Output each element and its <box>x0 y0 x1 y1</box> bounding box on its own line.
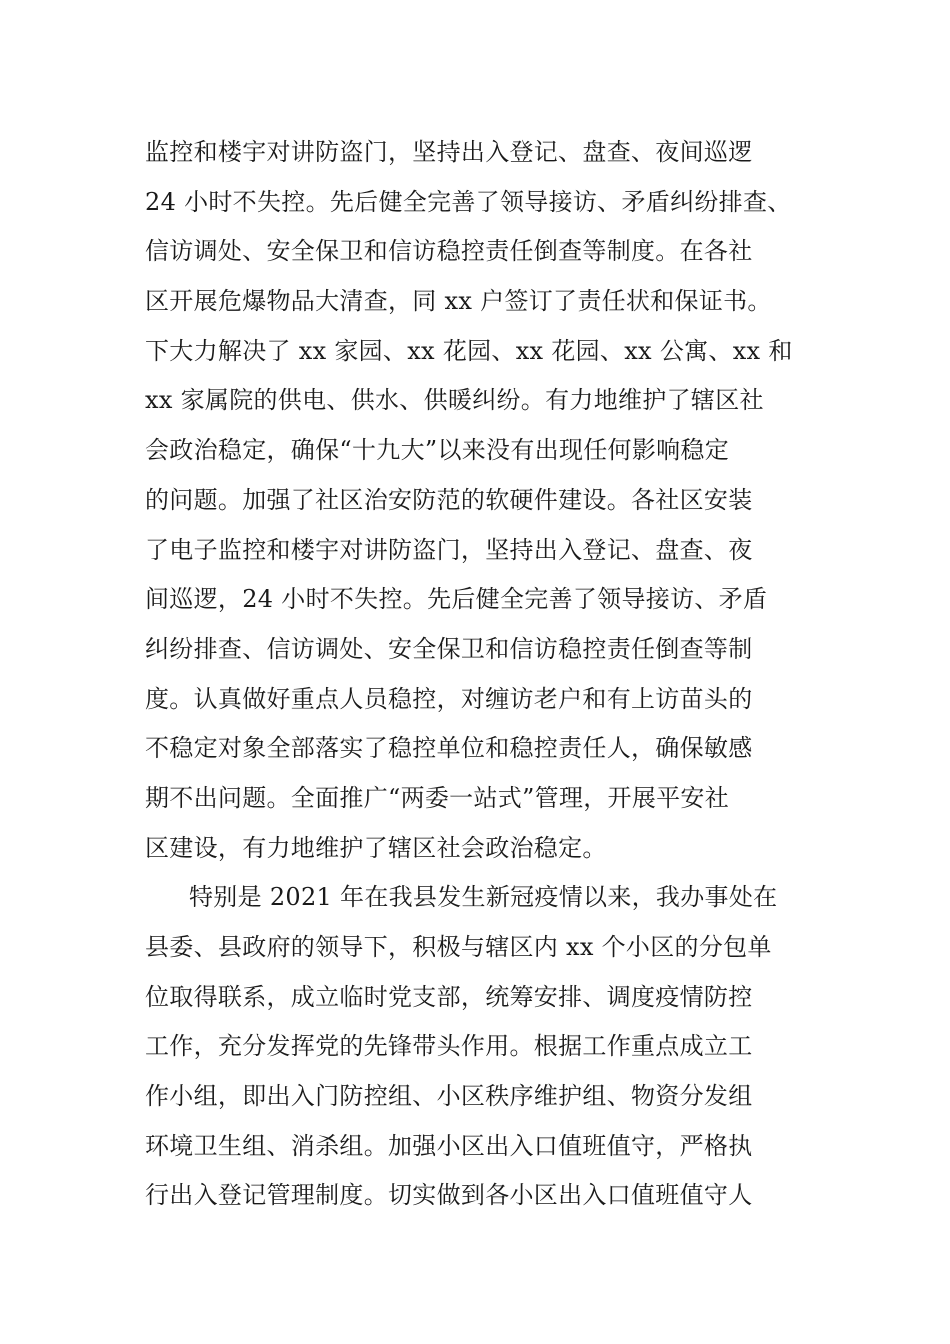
text-line: 了电子监控和楼宇对讲防盗门，坚持出入登记、盘查、夜 <box>145 535 753 564</box>
text-line: 间巡逻，24 小时不失控。先后健全完善了领导接访、矛盾 <box>145 585 768 614</box>
text-line: xx 家属院的供电、供水、供暖纠纷。有力地维护了辖区社 <box>145 386 764 415</box>
text-line: 24 小时不失控。先后健全完善了领导接访、矛盾纠纷排查、 <box>145 187 792 216</box>
text-line: 作小组，即出入门防控组、小区秩序维护组、物资分发组 <box>145 1082 753 1111</box>
text-line: 区开展危爆物品大清查，同 xx 户签订了责任状和保证书。 <box>145 287 772 316</box>
text-line: 度。认真做好重点人员稳控，对缠访老户和有上访苗头的 <box>145 684 753 713</box>
text-line: 会政治稳定，确保“十九大”以来没有出现任何影响稳定 <box>145 436 730 465</box>
text-line: 位取得联系，成立临时党支部，统筹安排、调度疫情防控 <box>145 982 753 1011</box>
text-line: 特别是 2021 年在我县发生新冠疫情以来，我办事处在 <box>189 883 778 912</box>
text-line: 的问题。加强了社区治安防范的软硬件建设。各社区安装 <box>145 485 753 514</box>
text-line: 不稳定对象全部落实了稳控单位和稳控责任人，确保敏感 <box>145 734 753 763</box>
text-line: 环境卫生组、消杀组。加强小区出入口值班值守，严格执 <box>145 1131 753 1160</box>
text-line: 信访调处、安全保卫和信访稳控责任倒查等制度。在各社 <box>145 237 753 266</box>
text-line: 区建设，有力地维护了辖区社会政治稳定。 <box>145 833 607 862</box>
text-line: 县委、县政府的领导下，积极与辖区内 xx 个小区的分包单 <box>145 933 772 961</box>
text-line: 监控和楼宇对讲防盗门，坚持出入登记、盘查、夜间巡逻 <box>145 138 753 166</box>
text-line: 工作，充分发挥党的先锋带头作用。根据工作重点成立工 <box>145 1032 753 1061</box>
body-text <box>145 128 825 1221</box>
text-line: 下大力解决了 xx 家园、xx 花园、xx 花园、xx 公寓、xx 和 <box>145 336 793 365</box>
text-line: 行出入登记管理制度。切实做到各小区出入口值班值守人 <box>145 1181 753 1210</box>
text-line: 期不出问题。全面推广“两委一站式”管理，开展平安社 <box>145 783 730 812</box>
text-line: 纠纷排查、信访调处、安全保卫和信访稳控责任倒查等制 <box>145 634 753 663</box>
